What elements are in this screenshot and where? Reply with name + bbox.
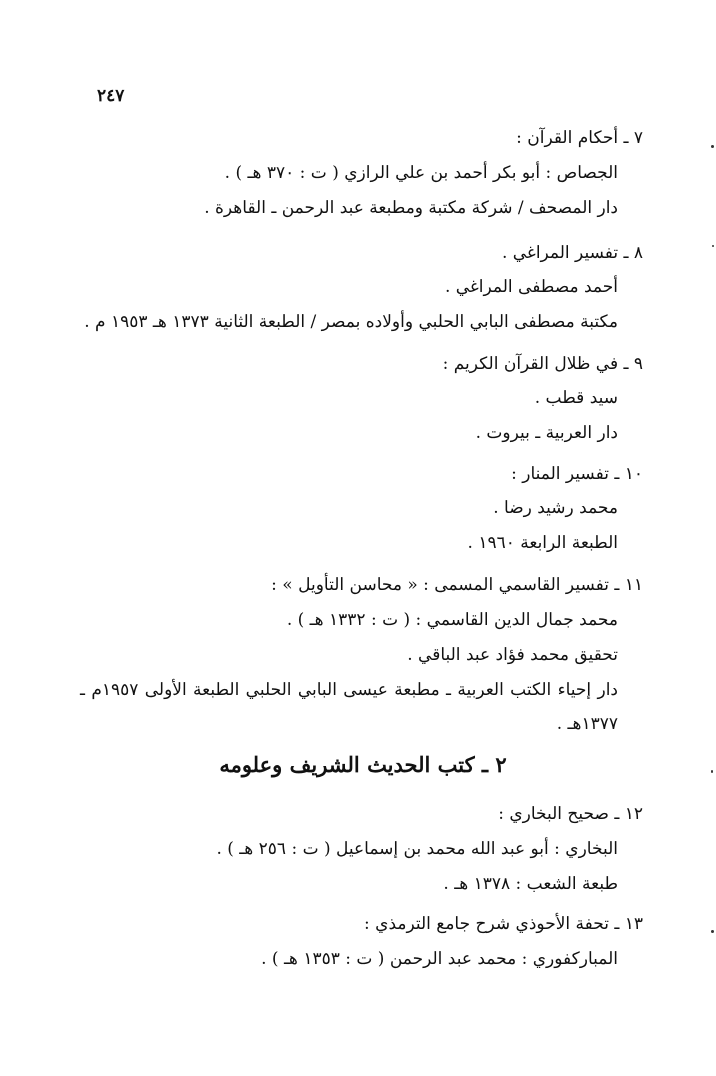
entry-9-publisher: دار العربية ـ بيروت . <box>475 423 618 443</box>
section-heading: ٢ ـ كتب الحديث الشريف وعلومه <box>219 752 507 777</box>
entry-11-publisher-cont: ١٣٧٧هـ . <box>556 714 618 734</box>
entry-11-title: ١١ ـ تفسير القاسمي المسمى : « محاسن التأويل » : <box>271 575 643 595</box>
entry-11-editor: تحقيق محمد فؤاد عبد الباقي . <box>407 645 618 665</box>
entry-10-title: ١٠ ـ تفسير المنار : <box>511 464 643 484</box>
entry-12-edition: طبعة الشعب : ١٣٧٨ هـ . <box>443 874 618 894</box>
entry-8-publisher: مكتبة مصطفى البابي الحلبي وأولاده بمصر / الطبعة الثانية ١٣٧٣ هـ ١٩٥٣ م . <box>84 312 618 332</box>
scan-speck <box>712 245 714 247</box>
entry-11-publisher: دار إحياء الكتب العربية ـ مطبعة عيسى البابي الحلبي الطبعة الأولى ١٩٥٧م ـ <box>80 680 619 700</box>
scan-speck <box>711 770 713 773</box>
page-number: ٢٤٧ <box>97 86 125 106</box>
entry-9-title: ٩ ـ في ظلال القرآن الكريم : <box>442 354 643 374</box>
entry-10-author: محمد رشيد رضا . <box>493 498 618 518</box>
entry-13-title: ١٣ ـ تحفة الأحوذي شرح جامع الترمذي : <box>364 914 643 934</box>
entry-8-author: أحمد مصطفى المراغي . <box>444 277 618 297</box>
entry-8-title: ٨ ـ تفسير المراغي . <box>501 243 643 263</box>
entry-9-author: سيد قطب . <box>534 388 618 408</box>
entry-7-author: الجصاص : أبو بكر أحمد بن علي الرازي ( ت : ٣٧٠ هـ ) . <box>224 163 618 183</box>
entry-10-edition: الطبعة الرابعة ١٩٦٠ . <box>467 533 618 553</box>
entry-12-author: البخاري : أبو عبد الله محمد بن إسماعيل ( ت : ٢٥٦ هـ ) . <box>216 839 618 859</box>
entry-7-title: ٧ ـ أحكام القرآن : <box>516 128 643 148</box>
scan-speck <box>711 930 714 933</box>
scan-speck <box>711 145 714 148</box>
entry-7-publisher: دار المصحف / شركة مكتبة ومطبعة عبد الرحمن ـ القاهرة . <box>204 198 618 218</box>
entry-12-title: ١٢ ـ صحيح البخاري : <box>498 804 643 824</box>
entry-13-author: المباركفوري : محمد عبد الرحمن ( ت : ١٣٥٣ هـ ) . <box>261 949 618 969</box>
entry-11-author: محمد جمال الدين القاسمي : ( ت : ١٣٣٢ هـ ) . <box>286 610 618 630</box>
